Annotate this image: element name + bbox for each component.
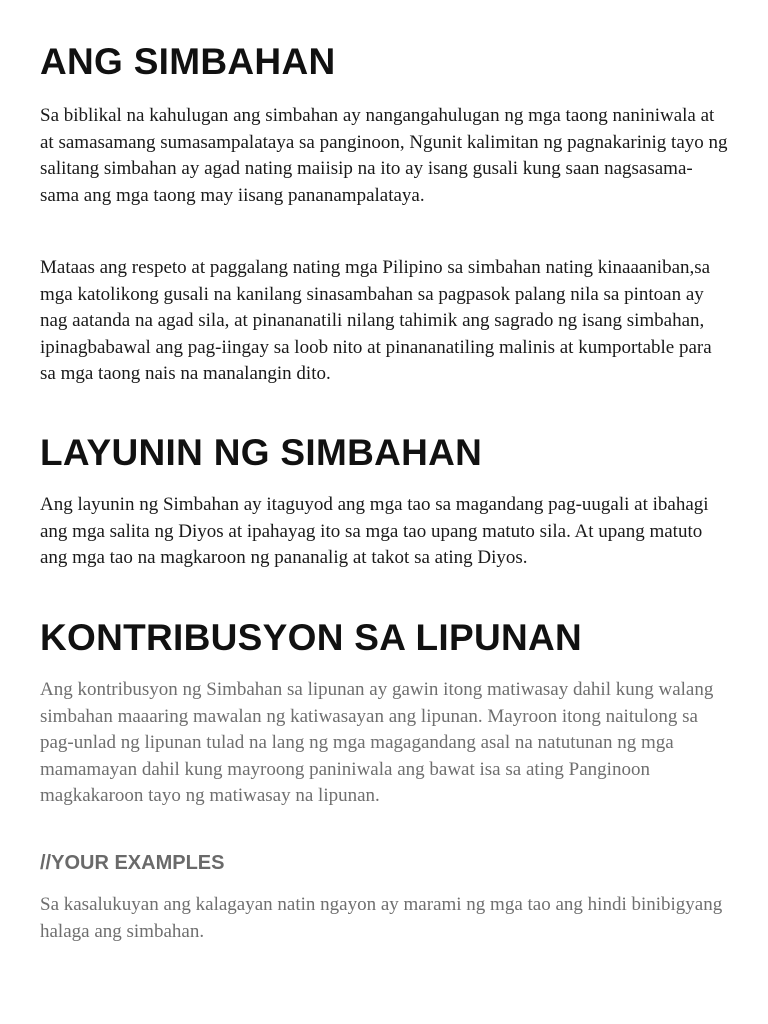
heading-kontribusyon: KONTRIBUSYON SA LIPUNAN: [40, 617, 583, 658]
heading-ang-simbahan: ANG SIMBAHAN: [40, 41, 336, 82]
paragraph-simbahan-respeto: Mataas ang respeto at paggalang nating mga Pilipino sa simbahan nating kinaaaniban,sa mga katolikong gusali na kanilang sinasambahan sa pagpasok palang nila sa pintoan ay nag aatanda na agad sila, at pinananatili nilang tahimik ang sagrado ng isang simbahan, ipinagbabawal ang pag-iingay sa loob nito at pinananatiling malinis at kumportable para sa mga taong nais na manalangin dito.: [40, 257, 712, 384]
paragraph-kontribusyon: Ang kontribusyon ng Simbahan sa lipunan ay gawin itong matiwasay dahil kung walang simbahan maaaring mawalan ng katiwasayan ang lipunan. Mayroon itong naitulong sa pag-unlad ng lipunan tulad na lang ng mga magagandang asal na natutunan ng mga mamamayan dahil kung mayroong paniniwala ang bawat isa sa ating Panginoon magkakaroon tayo ng matiwasay na lipunan.: [40, 679, 714, 806]
paragraph-simbahan-kahulugan: Sa biblikal na kahulugan ang simbahan ay nangangahulugan ng mga taong naniniwala at at samasamang sumasampalataya sa panginoon, Ngunit kalimitan ng pagnakarinig tayo ng salitang simbahan ay agad nating maiisip na ito ay isang gusali kung saan nagsasama-sama ang mga taong may iisang pananampalataya.: [40, 105, 728, 206]
paragraph-examples: Sa kasalukuyan ang kalagayan natin ngayon ay marami ng mga tao ang hindi binibigyang halaga ang simbahan.: [40, 894, 723, 942]
heading-your-examples: //YOUR EXAMPLES: [40, 852, 225, 874]
paragraph-layunin: Ang layunin ng Simbahan ay itaguyod ang mga tao sa magandang pag-uugali at ibahagi ang mga salita ng Diyos at ipahayag ito sa mga tao upang matuto sila. At upang matuto ang mga tao na magkaroon ng pananalig at takot sa ating Diyos.: [40, 494, 709, 568]
heading-layunin: LAYUNIN NG SIMBAHAN: [40, 432, 483, 473]
